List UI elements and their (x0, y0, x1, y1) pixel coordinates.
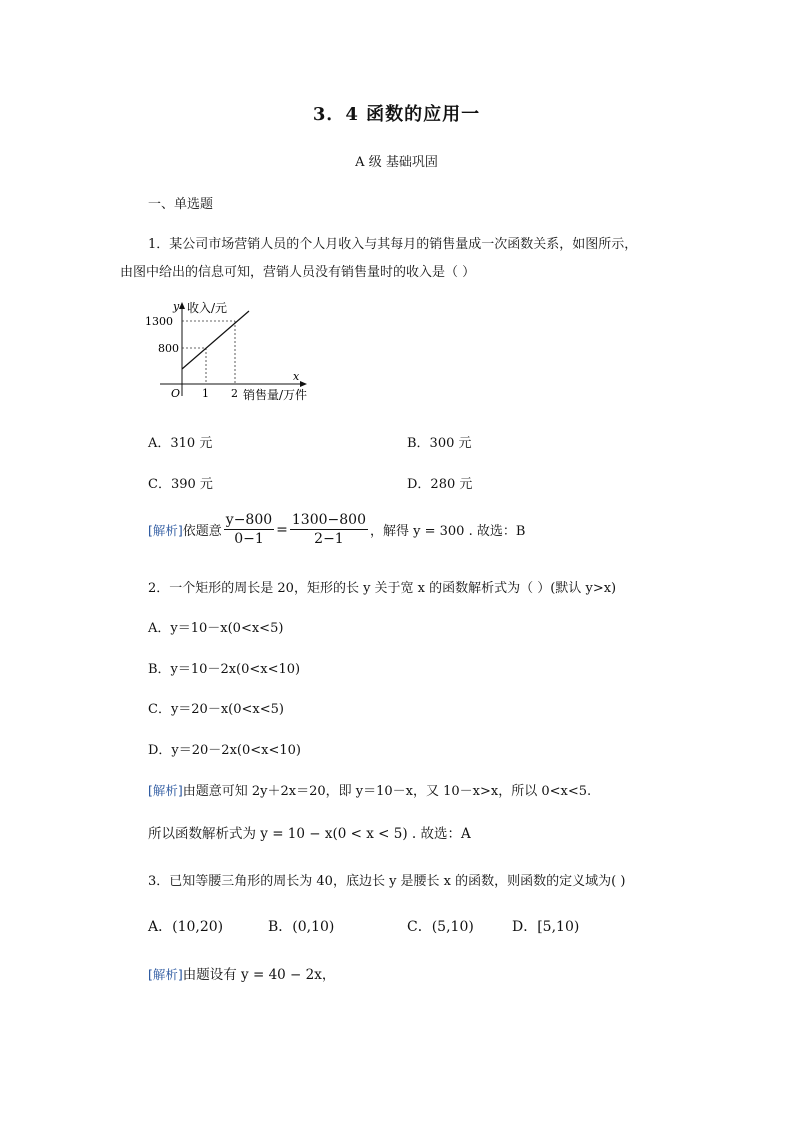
y-tick-800: 800 (158, 342, 179, 355)
q1-analysis (148, 512, 525, 547)
y-letter: y (173, 300, 180, 313)
x-letter: x (293, 370, 300, 383)
q3-analysis-text: 由题设有 y = 40 − 2x， (182, 967, 336, 983)
q2-option-d: D．y＝20－2x(0<x<10) (148, 743, 301, 758)
q2-option-b: B．y＝10－2x(0<x<10) (148, 662, 301, 677)
q3-analysis (148, 963, 335, 983)
q3-option-b: B．(0,10) (268, 919, 335, 935)
q1-stem-line1: 1．某公司市场营销人员的个人月收入与其每月的销售量成一次函数关系，如图所示， (148, 237, 638, 252)
page-title: 3．4 函数的应用一 (312, 104, 481, 125)
q1-income-sales-graph (145, 296, 345, 408)
q1-option-d: D．280 元 (407, 477, 473, 492)
equals-sign: = (276, 521, 288, 538)
q2-analysis-text: 由题意可知 2y＋2x＝20，即 y＝10－x，又 10－x>x，所以 0<x<5. (182, 784, 592, 799)
analysis-tag: [解析] (148, 783, 183, 798)
y-axis-title: 收入/元 (187, 301, 228, 315)
fraction-right-denominator: 2−1 (314, 531, 344, 547)
income-line (182, 311, 249, 369)
q3-option-a: A．(10,20) (148, 919, 224, 935)
y-tick-1300: 1300 (145, 315, 173, 328)
q1-analysis-pre: 依题意 (182, 524, 222, 539)
q1-analysis-post: ，解得 y = 300 . 故选：B (369, 524, 526, 539)
q1-option-a: A．310 元 (148, 436, 213, 451)
level-subtitle: A 级 基础巩固 (355, 155, 438, 170)
fraction-left-numerator: y−800 (225, 512, 273, 528)
x-tick-1: 1 (202, 387, 209, 400)
q3-stem: 3．已知等腰三角形的周长为 40，底边长 y 是腰长 x 的函数，则函数的定义域为( ) (148, 874, 626, 889)
q1-stem-line2: 由图中给出的信息可知，营销人员没有销售量时的收入是（ ） (120, 265, 476, 280)
x-tick-2: 2 (231, 387, 238, 400)
q2-stem: 2．一个矩形的周长是 20，矩形的长 y 关于宽 x 的函数解析式为（ ）(默认 y>x) (148, 581, 617, 596)
q3-option-c: C．(5,10) (407, 919, 474, 935)
x-axis-title: 销售量/万件 (243, 388, 308, 402)
section-heading: 一、单选题 (148, 197, 214, 212)
fraction-left (224, 512, 274, 547)
q1-option-b: B．300 元 (407, 436, 472, 451)
analysis-tag: [解析] (148, 967, 183, 982)
y-axis-arrow-icon (179, 302, 185, 309)
analysis-tag: [解析] (148, 522, 183, 538)
q1-option-c: C．390 元 (148, 477, 213, 492)
fraction-right (290, 512, 368, 547)
x-axis-arrow-icon (300, 381, 307, 387)
fraction-right-numerator: 1300−800 (291, 512, 366, 528)
q3-option-d: D．[5,10) (512, 919, 580, 935)
q2-analysis-line1 (148, 780, 591, 799)
q2-analysis-line2: 所以函数解析式为 y = 10 − x(0 < x < 5) . 故选：A (148, 826, 471, 842)
origin-label: O (171, 387, 181, 400)
q2-option-a: A．y＝10－x(0<x<5) (148, 621, 284, 636)
q2-option-c: C．y＝20－x(0<x<5) (148, 702, 284, 717)
fraction-left-denominator: 0−1 (234, 531, 264, 547)
